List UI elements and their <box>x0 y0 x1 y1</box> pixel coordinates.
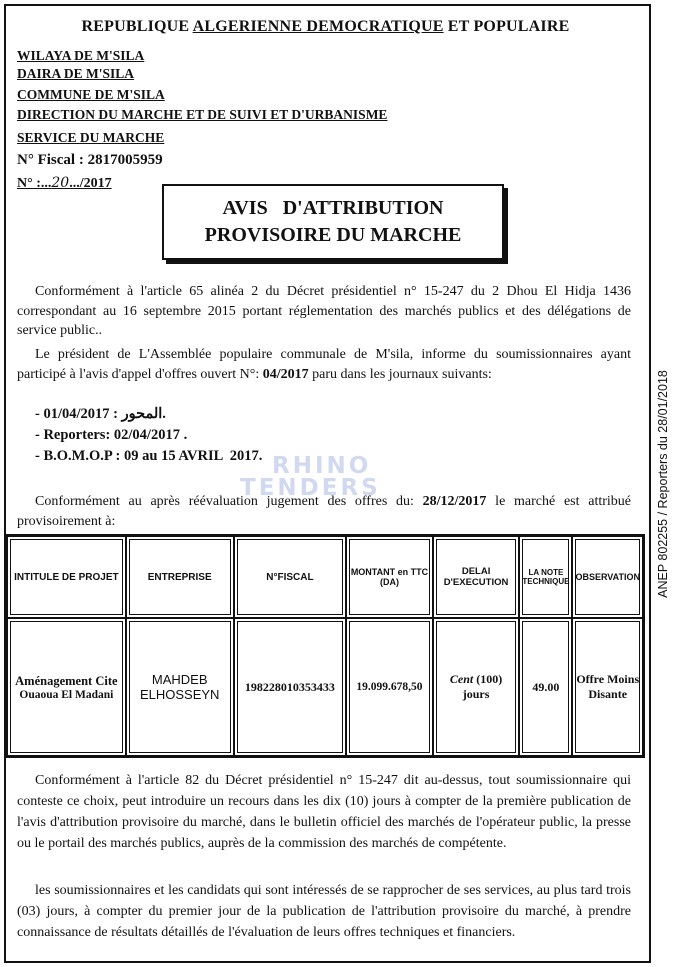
delai-days: (100) jours <box>462 672 503 701</box>
notice-title-line-1: AVIS D'ATTRIBUTION <box>222 197 444 219</box>
journal-item-bomop: - B.O.M.O.P : 09 au 15 AVRIL 2017. <box>35 448 263 464</box>
table-header-row <box>7 536 643 618</box>
cell-note: 49.00 <box>519 618 572 756</box>
cell-entreprise <box>126 618 234 756</box>
watermark-line-2: TENDERS <box>240 475 381 501</box>
paragraph-attribution-text: Conformément au après réévaluation jugement des offres du: <box>35 494 423 509</box>
direction-line: DIRECTION DU MARCHE ET DE SUIVI ET D'URBANISME <box>17 107 388 122</box>
paragraph-consultation: les soumissionnaires et les candidats qui sont intéressés de se rapprocher de ses services, au plus tard trois (03) jours, à compter du premier jour de la publication de l'attribution provisoire du marché, à prendre connaissance de résultats détaillés de l'évaluation de leurs offres techniques et financiers. <box>17 883 631 940</box>
paragraph-president-end: paru dans les journaux suivants: <box>308 366 492 382</box>
entreprise-line-2: ELHOSSEYN <box>139 687 220 702</box>
table-row <box>7 618 643 756</box>
paragraph-attribution <box>17 492 631 531</box>
evaluation-date: 28/12/2017 <box>422 494 487 509</box>
journal-item-reporters: - Reporters: 02/04/2017 . <box>35 427 188 443</box>
cell-observation: Offre Moins Disante <box>572 618 643 756</box>
journal-list <box>35 404 262 467</box>
projet-line-2: Ouaoua El Madani <box>19 688 114 701</box>
attribution-table <box>5 534 645 758</box>
cell-fiscal: 198228010353433 <box>234 618 346 756</box>
tender-number: 04/2017 <box>262 366 309 382</box>
header-note: LA NOTE TECHNIQUE <box>519 536 572 618</box>
service-line: SERVICE DU MARCHE <box>17 130 165 145</box>
header-delai: DELAI D'EXECUTION <box>433 536 520 618</box>
republic-heading <box>0 18 651 36</box>
header-projet: INTITULE DE PROJET <box>7 536 126 618</box>
cell-delai <box>433 618 520 756</box>
watermark-line-1: RHINO <box>272 453 372 479</box>
wilaya-line: WILAYA DE M'SILA <box>17 48 145 63</box>
paragraph-decree: Conformément à l'article 65 alinéa 2 du Décret présidentiel n° 15-247 du 2 Dhou El Hidja 1436 correspondant au 16 septembre 2015 portant réglementation des marchés publics et des délégations de service public.. <box>17 284 631 338</box>
projet-line-1: Aménagement Cite <box>15 673 118 688</box>
reference-number <box>17 175 112 192</box>
reference-number-prefix: N° :... <box>17 176 52 191</box>
notice-title-line-2: PROVISOIRE DU MARCHE <box>204 224 462 246</box>
sidebar-reference-text: ANEP 802255 / Reporters du 28/01/2018 <box>655 369 670 598</box>
paragraph-attribution-end: le marché est attribué provisoirement à: <box>17 494 631 529</box>
header-entreprise: ENTREPRISE <box>126 536 234 618</box>
header-observation: OBSERVATION <box>572 536 643 618</box>
paragraph-president-text: Le président de L'Assemblée populaire communale de M'sila, informe du soumissionnaires ayant participé à l'avis d'appel d'offres ouvert N°: <box>17 347 631 382</box>
republic-heading-part-1: REPUBLIQUE <box>81 18 193 35</box>
daira-line: DAIRA DE M'SILA <box>17 66 135 81</box>
reference-number-suffix: .../2017 <box>69 176 112 191</box>
header-fiscal: N°FISCAL <box>234 536 346 618</box>
journal-item-elmihwar: - المحور : 01/04/2017. <box>35 406 166 422</box>
republic-heading-part-3: ET POPULAIRE <box>443 18 570 35</box>
cell-projet <box>7 618 126 756</box>
fiscal-number: N° Fiscal : 2817005959 <box>17 152 163 168</box>
notice-title-box <box>162 184 504 260</box>
reference-number-handwritten: 20 <box>51 175 70 191</box>
commune-line: COMMUNE DE M'SILA <box>17 87 165 102</box>
paragraph-president <box>17 345 631 384</box>
entreprise-line-1: MAHDEB <box>151 672 208 687</box>
republic-heading-part-2: ALGERIENNE DEMOCRATIQUE <box>192 18 444 35</box>
delai-words: Cent <box>449 672 474 686</box>
cell-montant: 19.099.678,50 <box>346 618 433 756</box>
sidebar-reference <box>652 4 673 963</box>
header-montant: MONTANT en TTC (DA) <box>346 536 433 618</box>
paragraph-recourse: Conformément à l'article 82 du Décret présidentiel n° 15-247 dit au-dessus, tout soumissionnaire qui conteste ce choix, peut introduire un recours dans les dix (10) jours à compter de la première publication de l'avis d'attribution provisoire du marché, dans le bulletin officiel des marchés de l'opérateur public, la presse ou le portail des marchés publics, auprès de la commission des marchés de compétente. <box>17 773 631 851</box>
